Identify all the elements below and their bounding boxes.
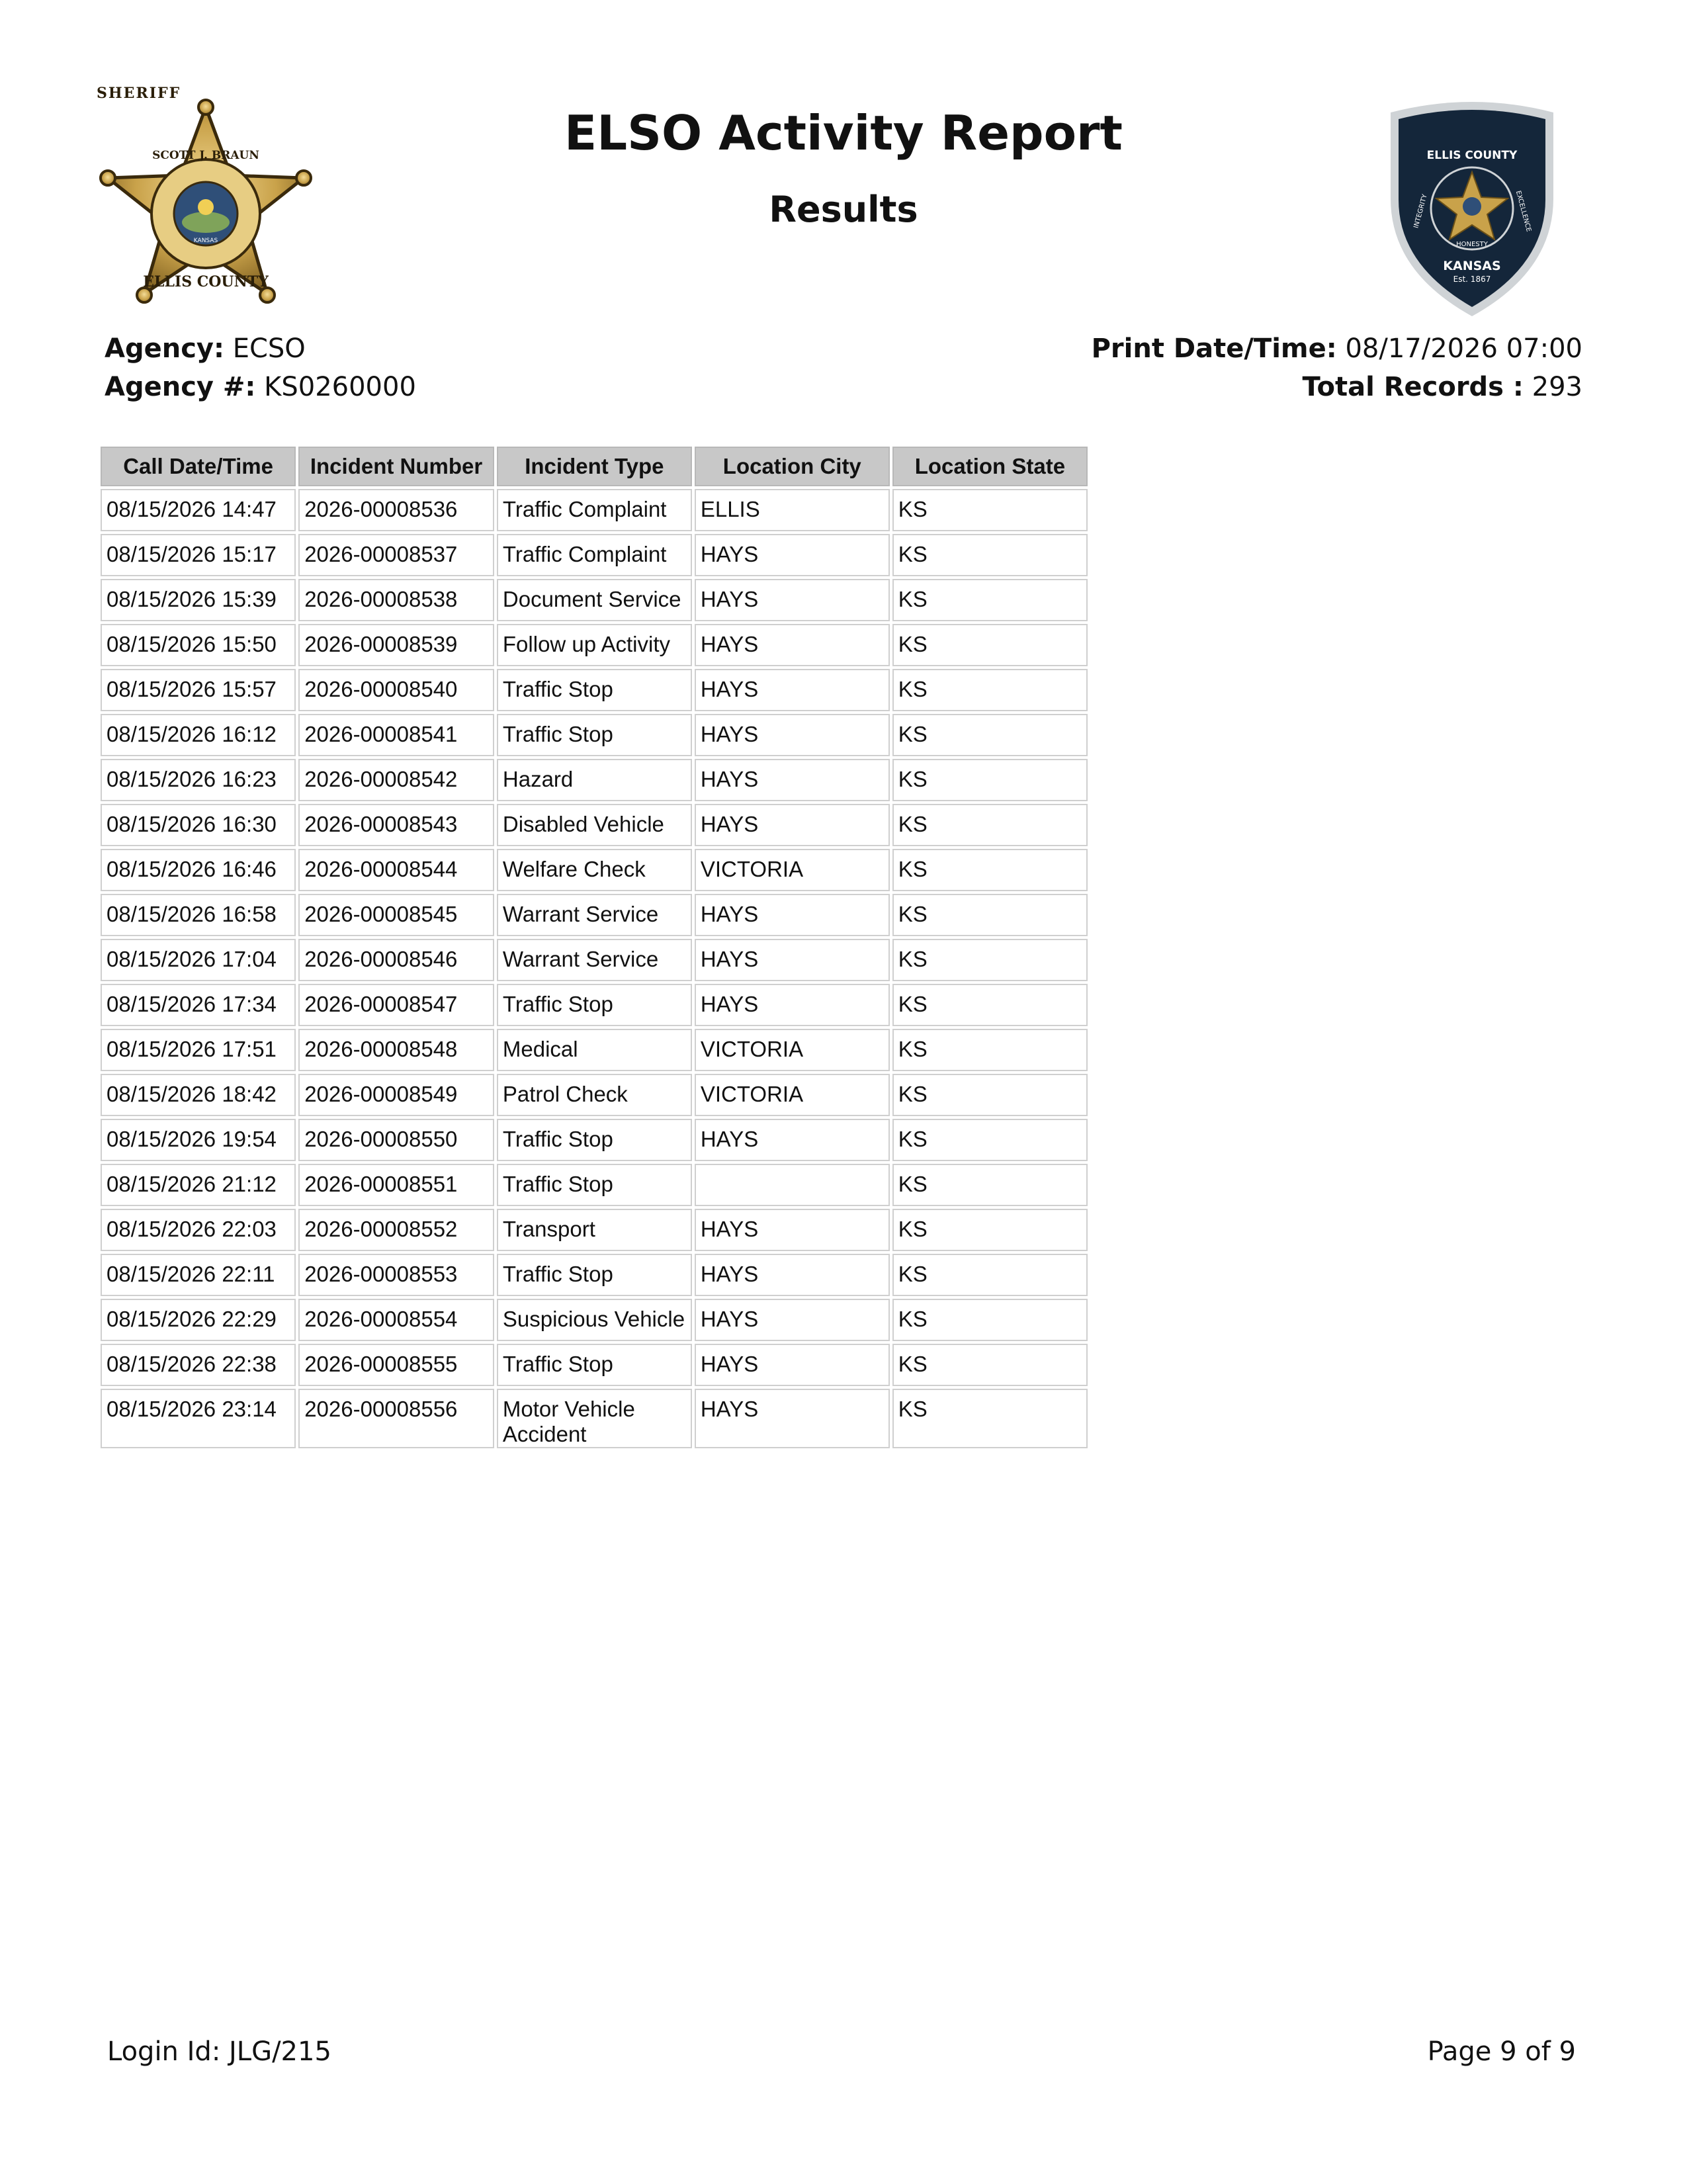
- agency-info: [105, 329, 416, 406]
- page-number: Page 9 of 9: [1427, 2036, 1576, 2067]
- agency-value: ECSO: [232, 333, 306, 364]
- call-datetime-cell: 08/15/2026 17:51: [101, 1029, 296, 1071]
- call-datetime-cell: 08/15/2026 19:54: [101, 1119, 296, 1161]
- location-city-cell: HAYS: [695, 984, 890, 1026]
- location-state-cell: KS: [892, 894, 1088, 936]
- location-city-cell: HAYS: [695, 1209, 890, 1251]
- right-logo-state-text: KANSAS: [1443, 259, 1501, 273]
- incident-type-cell: Suspicious Vehicle: [497, 1299, 692, 1341]
- table-row: [101, 669, 1088, 711]
- incident-number-cell: 2026-00008539: [298, 624, 494, 666]
- incident-type-cell: Traffic Stop: [497, 1344, 692, 1386]
- location-city-cell: HAYS: [695, 669, 890, 711]
- login-id: Login Id: JLG/215: [107, 2036, 331, 2067]
- call-datetime-cell: 08/15/2026 16:30: [101, 804, 296, 846]
- location-state-cell: KS: [892, 984, 1088, 1026]
- left-logo-center-text: KANSAS: [193, 238, 218, 244]
- total-records-value: 293: [1532, 372, 1582, 402]
- location-state-cell: KS: [892, 1389, 1088, 1448]
- location-state-cell: KS: [892, 579, 1088, 621]
- print-datetime-line: [1092, 329, 1582, 368]
- incident-type-cell: Disabled Vehicle: [497, 804, 692, 846]
- table-row: [101, 1029, 1088, 1071]
- table-row: [101, 489, 1088, 531]
- location-city-cell: VICTORIA: [695, 1029, 890, 1071]
- call-datetime-cell: 08/15/2026 22:38: [101, 1344, 296, 1386]
- table-row: [101, 624, 1088, 666]
- location-city-cell: VICTORIA: [695, 849, 890, 891]
- incident-number-cell: 2026-00008547: [298, 984, 494, 1026]
- location-state-cell: KS: [892, 849, 1088, 891]
- location-city-cell: HAYS: [695, 534, 890, 576]
- location-state-cell: KS: [892, 1254, 1088, 1296]
- call-datetime-cell: 08/15/2026 15:57: [101, 669, 296, 711]
- location-state-cell: KS: [892, 1299, 1088, 1341]
- incident-type-cell: Motor Vehicle Accident: [497, 1389, 692, 1448]
- location-state-cell: KS: [892, 1164, 1088, 1206]
- location-state-cell: KS: [892, 489, 1088, 531]
- location-city-cell: HAYS: [695, 759, 890, 801]
- right-logo-est-text: Est. 1867: [1453, 275, 1491, 284]
- incident-type-cell: Transport: [497, 1209, 692, 1251]
- location-city-cell: VICTORIA: [695, 1074, 890, 1116]
- incident-type-cell: Traffic Complaint: [497, 489, 692, 531]
- table-row: [101, 939, 1088, 981]
- agency-line: [105, 329, 416, 368]
- table-row: [101, 849, 1088, 891]
- incident-number-cell: 2026-00008552: [298, 1209, 494, 1251]
- column-header-incident-number: Incident Number: [298, 447, 494, 486]
- incident-number-cell: 2026-00008545: [298, 894, 494, 936]
- table-row: [101, 1164, 1088, 1206]
- location-city-cell: HAYS: [695, 894, 890, 936]
- table-row: [101, 1254, 1088, 1296]
- incident-type-cell: Warrant Service: [497, 894, 692, 936]
- location-state-cell: KS: [892, 1119, 1088, 1161]
- agency-number-value: KS0260000: [264, 372, 416, 402]
- location-state-cell: KS: [892, 624, 1088, 666]
- location-state-cell: KS: [892, 939, 1088, 981]
- table-row: [101, 1119, 1088, 1161]
- incident-type-cell: Hazard: [497, 759, 692, 801]
- call-datetime-cell: 08/15/2026 23:14: [101, 1389, 296, 1448]
- total-records-label: Total Records :: [1302, 372, 1524, 402]
- location-state-cell: KS: [892, 1209, 1088, 1251]
- location-city-cell: HAYS: [695, 939, 890, 981]
- incident-number-cell: 2026-00008541: [298, 714, 494, 756]
- incident-number-cell: 2026-00008542: [298, 759, 494, 801]
- location-state-cell: KS: [892, 804, 1088, 846]
- incident-type-cell: Warrant Service: [497, 939, 692, 981]
- left-logo-bottom-text: ELLIS COUNTY: [143, 273, 269, 290]
- incident-number-cell: 2026-00008555: [298, 1344, 494, 1386]
- location-city-cell: HAYS: [695, 1299, 890, 1341]
- incident-type-cell: Welfare Check: [497, 849, 692, 891]
- location-state-cell: KS: [892, 534, 1088, 576]
- call-datetime-cell: 08/15/2026 22:11: [101, 1254, 296, 1296]
- incident-number-cell: 2026-00008546: [298, 939, 494, 981]
- incident-number-cell: 2026-00008550: [298, 1119, 494, 1161]
- incident-number-cell: 2026-00008538: [298, 579, 494, 621]
- incident-type-cell: Traffic Stop: [497, 669, 692, 711]
- incident-number-cell: 2026-00008548: [298, 1029, 494, 1071]
- table-header-row: [101, 447, 1088, 486]
- location-state-cell: KS: [892, 1074, 1088, 1116]
- column-header-incident-type: Incident Type: [497, 447, 692, 486]
- incident-number-cell: 2026-00008544: [298, 849, 494, 891]
- table-row: [101, 804, 1088, 846]
- table-row: [101, 1209, 1088, 1251]
- incident-type-cell: Traffic Stop: [497, 1254, 692, 1296]
- location-state-cell: KS: [892, 1029, 1088, 1071]
- location-state-cell: KS: [892, 1344, 1088, 1386]
- incident-number-cell: 2026-00008536: [298, 489, 494, 531]
- right-logo-county-text: ELLIS COUNTY: [1426, 149, 1518, 162]
- total-records-line: [1092, 368, 1582, 406]
- location-city-cell: HAYS: [695, 624, 890, 666]
- sheriff-shield-patch-logo: [1385, 70, 1559, 318]
- incident-number-cell: 2026-00008540: [298, 669, 494, 711]
- left-logo-top-text: SHERIFF: [97, 85, 181, 102]
- agency-number-line: [105, 368, 416, 406]
- table-row: [101, 984, 1088, 1026]
- incident-type-cell: Document Service: [497, 579, 692, 621]
- results-table: [98, 444, 1090, 1451]
- report-subtitle: Results: [769, 189, 918, 230]
- incident-number-cell: 2026-00008553: [298, 1254, 494, 1296]
- incident-number-cell: 2026-00008554: [298, 1299, 494, 1341]
- incident-number-cell: 2026-00008543: [298, 804, 494, 846]
- table-row: [101, 1344, 1088, 1386]
- call-datetime-cell: 08/15/2026 15:50: [101, 624, 296, 666]
- table-row: [101, 1299, 1088, 1341]
- call-datetime-cell: 08/15/2026 16:23: [101, 759, 296, 801]
- call-datetime-cell: 08/15/2026 21:12: [101, 1164, 296, 1206]
- column-header-call-datetime: Call Date/Time: [101, 447, 296, 486]
- call-datetime-cell: 08/15/2026 16:46: [101, 849, 296, 891]
- incident-type-cell: Patrol Check: [497, 1074, 692, 1116]
- incident-number-cell: 2026-00008549: [298, 1074, 494, 1116]
- table-row: [101, 579, 1088, 621]
- location-city-cell: HAYS: [695, 1389, 890, 1448]
- print-datetime-label: Print Date/Time:: [1091, 333, 1337, 364]
- print-info: [1092, 329, 1582, 406]
- call-datetime-cell: 08/15/2026 18:42: [101, 1074, 296, 1116]
- call-datetime-cell: 08/15/2026 15:17: [101, 534, 296, 576]
- location-city-cell: HAYS: [695, 579, 890, 621]
- incident-type-cell: Follow up Activity: [497, 624, 692, 666]
- incident-number-cell: 2026-00008556: [298, 1389, 494, 1448]
- agency-number-label: Agency #:: [105, 372, 256, 402]
- incident-type-cell: Traffic Stop: [497, 1119, 692, 1161]
- location-city-cell: ELLIS: [695, 489, 890, 531]
- right-logo-left-text: INTEGRITY: [1412, 193, 1429, 230]
- call-datetime-cell: 08/15/2026 17:04: [101, 939, 296, 981]
- incident-number-cell: 2026-00008537: [298, 534, 494, 576]
- agency-label: Agency:: [105, 333, 224, 364]
- location-state-cell: KS: [892, 714, 1088, 756]
- table-row: [101, 1074, 1088, 1116]
- incident-number-cell: 2026-00008551: [298, 1164, 494, 1206]
- incident-type-cell: Medical: [497, 1029, 692, 1071]
- right-logo-top-text: SHERIFF: [1385, 70, 1550, 107]
- right-logo-right-text: EXCELLENCE: [1514, 190, 1533, 233]
- location-city-cell: HAYS: [695, 1344, 890, 1386]
- incident-type-cell: Traffic Stop: [497, 1164, 692, 1206]
- location-city-cell: HAYS: [695, 1119, 890, 1161]
- location-state-cell: KS: [892, 759, 1088, 801]
- location-city-cell: HAYS: [695, 804, 890, 846]
- call-datetime-cell: 08/15/2026 16:12: [101, 714, 296, 756]
- right-logo-bottom-text: HONESTY: [1456, 241, 1488, 248]
- print-datetime-value: 08/17/2026 07:00: [1345, 333, 1582, 364]
- table-row: [101, 534, 1088, 576]
- table-row: [101, 759, 1088, 801]
- report-title: ELSO Activity Report: [564, 105, 1123, 161]
- call-datetime-cell: 08/15/2026 22:29: [101, 1299, 296, 1341]
- incident-type-cell: Traffic Stop: [497, 984, 692, 1026]
- location-city-cell: HAYS: [695, 1254, 890, 1296]
- table-row: [101, 1389, 1088, 1448]
- call-datetime-cell: 08/15/2026 15:39: [101, 579, 296, 621]
- column-header-location-state: Location State: [892, 447, 1088, 486]
- call-datetime-cell: 08/15/2026 22:03: [101, 1209, 296, 1251]
- column-header-location-city: Location City: [695, 447, 890, 486]
- call-datetime-cell: 08/15/2026 14:47: [101, 489, 296, 531]
- table-row: [101, 894, 1088, 936]
- table-row: [101, 714, 1088, 756]
- left-logo-name-text: SCOTT J. BRAUN: [152, 149, 259, 162]
- location-state-cell: KS: [892, 669, 1088, 711]
- incident-type-cell: Traffic Complaint: [497, 534, 692, 576]
- call-datetime-cell: 08/15/2026 16:58: [101, 894, 296, 936]
- location-city-cell: HAYS: [695, 714, 890, 756]
- call-datetime-cell: 08/15/2026 17:34: [101, 984, 296, 1026]
- incident-type-cell: Traffic Stop: [497, 714, 692, 756]
- location-city-cell: [695, 1164, 890, 1206]
